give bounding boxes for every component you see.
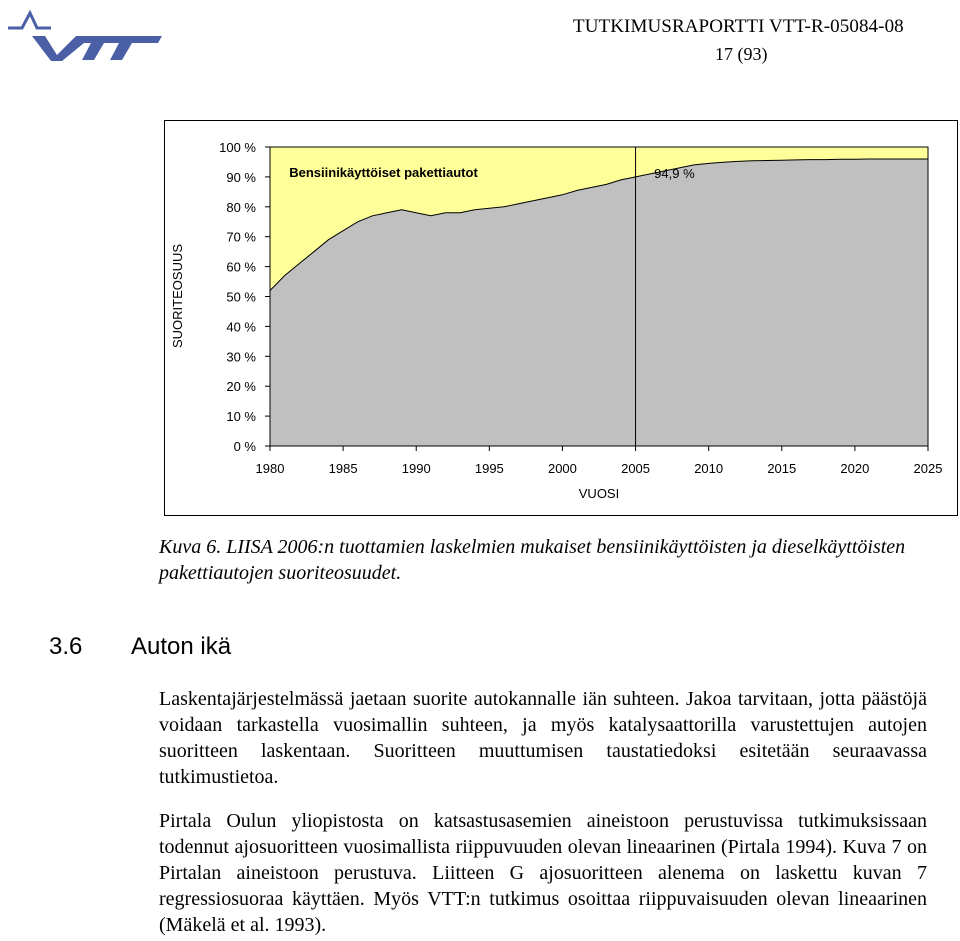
- chart-svg: [164, 120, 958, 516]
- x-tick-label: 1985: [328, 461, 358, 476]
- y-tick-label: 0 %: [233, 439, 256, 454]
- x-tick-label: 1995: [474, 461, 504, 476]
- y-tick-label: 40 %: [226, 319, 256, 335]
- x-tick-label: 2010: [694, 461, 724, 476]
- vtt-logo-icon: [6, 6, 162, 64]
- series-label: Bensiinikäyttöiset pakettiautot: [289, 165, 478, 180]
- x-tick-label: 2025: [913, 461, 943, 476]
- x-axis-label: VUOSI: [578, 486, 620, 501]
- figure-caption: [159, 534, 929, 586]
- y-tick-label: 70 %: [226, 229, 256, 245]
- page-number: 17 (93): [715, 44, 768, 64]
- y-axis-label: SUORITEOSUUS: [170, 243, 185, 349]
- y-tick-label: 100 %: [219, 140, 256, 155]
- paragraph: Pirtala Oulun yliopistosta on katsastusasemien aineistoon perustuvissa tutkimuksissaan todennut ajosuoritteen vuosimallista riippuvuuden olevan lineaarinen (Pirtala 1994). Kuva 7 on Pirtalan aineistoon perustuva. Liitteen G ajosuoritteen alenema on laskettu kuvan 7 regressiosuoraa käyttäen. Myös VTT:n tutkimus osoittaa riippuvaisuuden olevan lineaarinen (Mäkelä et al. 1993).: [159, 810, 927, 936]
- value-annotation: 94,9 %: [654, 166, 695, 181]
- y-tick-label: 60 %: [226, 259, 256, 275]
- section-number: 3.6: [49, 633, 83, 660]
- report-title: TUTKIMUSRAPORTTI VTT-R-05084-08: [573, 16, 904, 37]
- paragraph: Laskentajärjestelmässä jaetaan suorite autokannalle iän suhteen. Jakoa tarvitaan, jotta päästöjä voidaan tarkastella vuosimallin suhteen, ja myös katalysaattorilla varustettujen autojen suoritteen laskentaan. Suoritteen muuttumisen taustatiedoksi esitetään seuraavassa tutkimustietoa.: [159, 688, 927, 788]
- section-title: Auton ikä: [131, 633, 232, 660]
- x-tick-label: 2020: [840, 461, 870, 476]
- chart: [164, 120, 958, 516]
- y-tick-label: 30 %: [226, 349, 256, 365]
- y-tick-label: 50 %: [226, 289, 256, 305]
- y-tick-label: 10 %: [226, 409, 256, 425]
- x-tick-label: 1980: [255, 461, 285, 476]
- y-tick-label: 90 %: [226, 169, 256, 185]
- x-tick-label: 2005: [621, 461, 651, 476]
- y-tick-label: 20 %: [226, 379, 256, 395]
- caption-label: Kuva 6.: [159, 536, 222, 558]
- x-tick-label: 2000: [547, 461, 577, 476]
- x-tick-label: 2015: [767, 461, 797, 476]
- x-tick-label: 1990: [401, 461, 431, 476]
- section-heading: [49, 633, 231, 661]
- y-tick-label: 80 %: [226, 199, 256, 215]
- caption-text: LIISA 2006:n tuottamien laskelmien mukaiset bensiinikäyttöisten ja dieselkäyttöisten pakettiautojen suoriteosuudet.: [159, 536, 906, 584]
